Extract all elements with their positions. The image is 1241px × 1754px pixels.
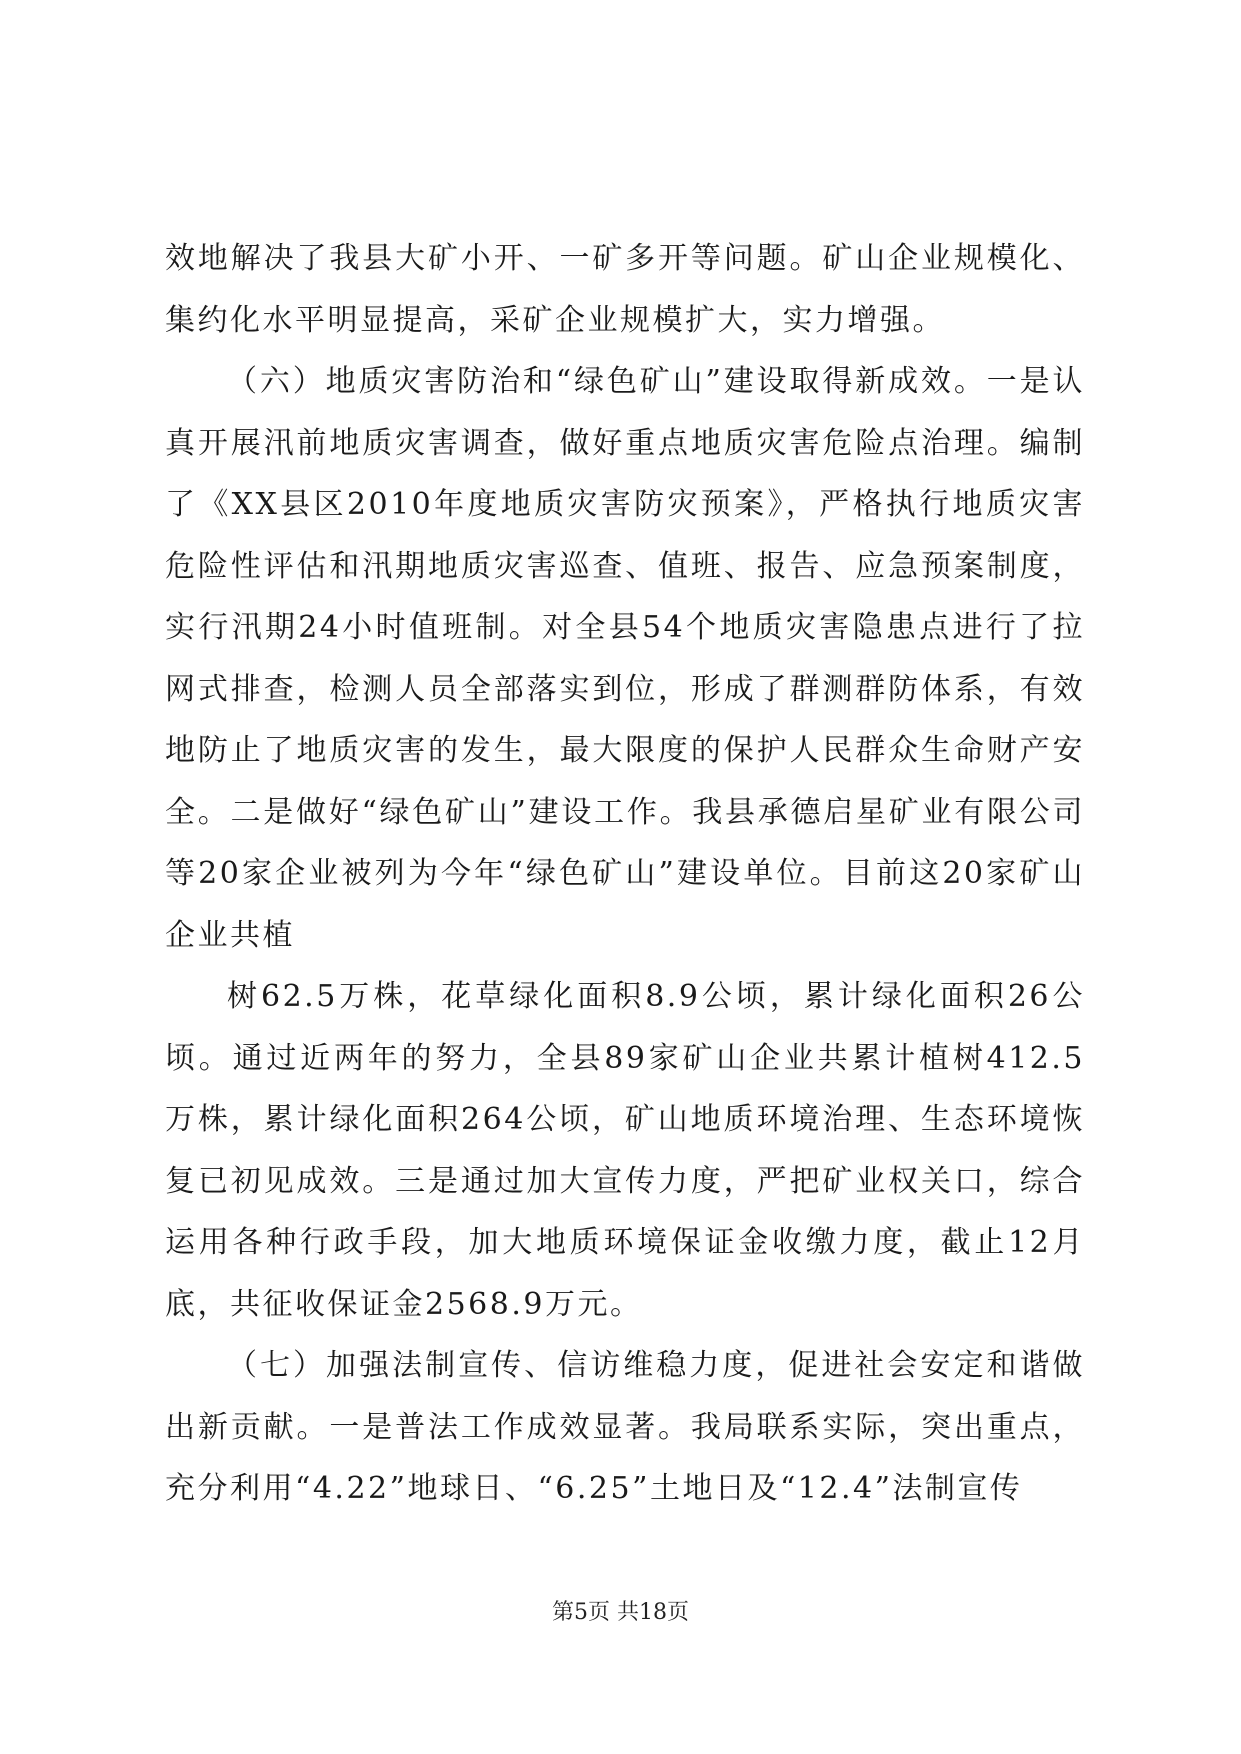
paragraph-continuation: 效地解决了我县大矿小开、一矿多开等问题。矿山企业规模化、集约化水平明显提高，采矿企业规模扩大，实力增强。 [165,241,1085,338]
paragraph-section-six: （六）地质灾害防治和“绿色矿山”建设取得新成效。一是认真开展汛前地质灾害调查，做好重点地质灾害危险点治理。编制了《XX县区2010年度地质灾害防灾预案》，严格执行地质灾害危险性评估和汛期地质灾害巡查、值班、报告、应急预案制度，实行汛期24小时值班制。对全县54个地质灾害隐患点进行了拉网式排查，检测人员全部落实到位，形成了群测群防体系，有效地防止了地质灾害的发生，最大限度的保护人民群众生命财产安全。二是做好“绿色矿山”建设工作。我县承德启星矿业有限公司等20家企业被列为今年“绿色矿山”建设单位。目前这20家矿山企业共植 [165,364,1085,953]
paragraph-section-seven: （七）加强法制宣传、信访维稳力度，促进社会安定和谐做出新贡献。一是普法工作成效显著。我局联系实际，突出重点，充分利用“4.22”地球日、“6.25”土地日及“12.4”法制宣传 [165,1348,1085,1506]
document-body [165,228,1085,1520]
paragraph-greening-results: 树62.5万株，花草绿化面积8.9公顷，累计绿化面积26公顷。通过近两年的努力，全县89家矿山企业共累计植树412.5万株，累计绿化面积264公顷，矿山地质环境治理、生态环境恢复已初见成效。三是通过加大宣传力度，严把矿业权关口，综合运用各种行政手段，加大地质环境保证金收缴力度，截止12月底，共征收保证金2568.9万元。 [165,979,1085,1322]
page-number-footer: 第5页 共18页 [552,1600,689,1625]
